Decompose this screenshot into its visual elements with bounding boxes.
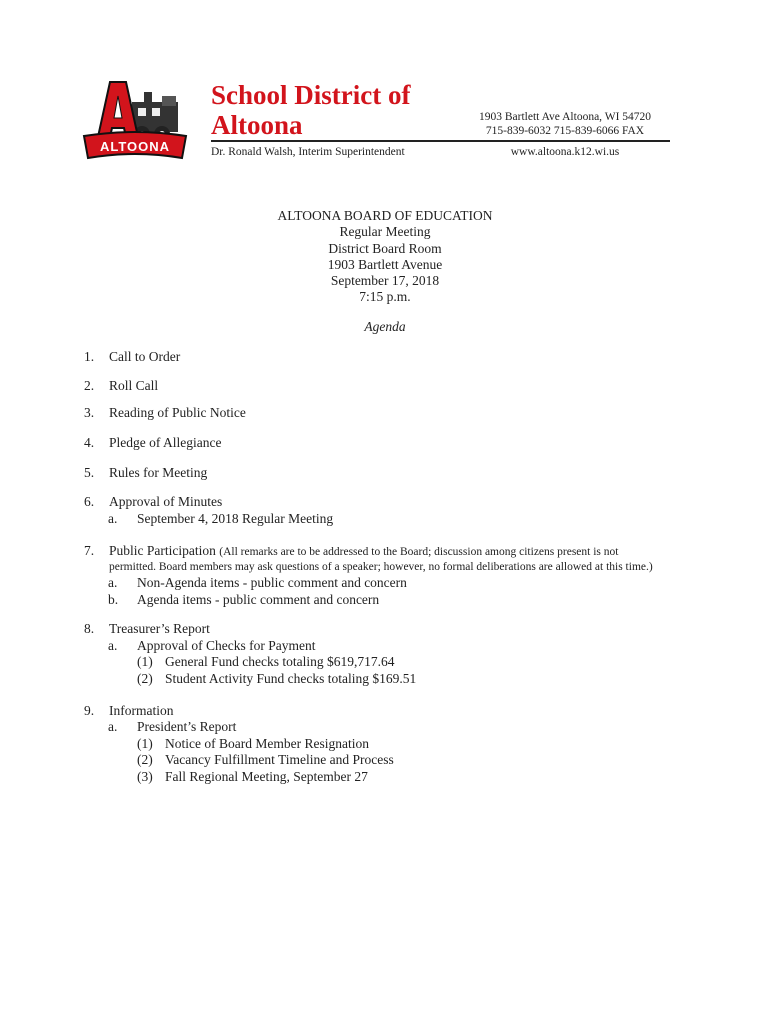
- subsubitem-number: (1): [137, 654, 153, 669]
- subitem-letter: a.: [108, 575, 118, 590]
- item-number: 6.: [84, 494, 95, 509]
- item-note-line1: (All remarks are to be addressed to the Board; discussion among citizens present is not: [219, 546, 619, 558]
- meeting-date: September 17, 2018: [330, 273, 440, 289]
- item-text: Public Participation: [109, 543, 216, 558]
- item-text: Treasurer’s Report: [109, 621, 210, 636]
- subitem-letter: a.: [108, 511, 118, 526]
- item-text: Information: [109, 703, 174, 718]
- item-text: Call to Order: [109, 349, 181, 364]
- subitem-letter: a.: [108, 638, 118, 653]
- agenda-title: Agenda: [364, 319, 406, 334]
- subitem-text: Non-Agenda items - public comment and concern: [137, 575, 407, 590]
- subsubitem-number: (1): [137, 736, 153, 751]
- subsubitem-text: Student Activity Fund checks totaling $169.51: [165, 671, 417, 686]
- item-number: 7.: [84, 543, 95, 558]
- item-number: 2.: [84, 378, 95, 393]
- contact-info: [440, 110, 690, 138]
- item-number: 8.: [84, 621, 95, 636]
- item-number: 1.: [84, 349, 95, 364]
- subsubitem-number: (3): [137, 769, 153, 784]
- phone-line: 715-839-6032 715-839-6066 FAX: [485, 125, 645, 137]
- district-name-line1: School District of: [211, 80, 411, 110]
- header-divider: [211, 140, 670, 142]
- superintendent-name: Dr. Ronald Walsh, Interim Superintendent: [211, 146, 405, 158]
- item-text: Pledge of Allegiance: [109, 435, 222, 450]
- item-text: Roll Call: [109, 378, 159, 393]
- subsubitem-text: Notice of Board Member Resignation: [165, 736, 369, 751]
- meeting-room: District Board Room: [328, 240, 442, 256]
- item-number: 4.: [84, 435, 95, 450]
- subitem-letter: a.: [108, 719, 118, 734]
- subsubitem-text: General Fund checks totaling $619,717.64: [165, 654, 395, 669]
- district-name: [211, 80, 451, 140]
- item-number: 9.: [84, 703, 95, 718]
- meeting-address: 1903 Bartlett Avenue: [327, 256, 443, 272]
- item-number: 5.: [84, 465, 95, 480]
- logo-banner: [84, 132, 186, 158]
- item-number: 3.: [84, 405, 95, 420]
- subitem-text: Agenda items - public comment and concern: [137, 592, 380, 607]
- item-text: Rules for Meeting: [109, 465, 208, 480]
- subitem-text: Approval of Checks for Payment: [137, 638, 316, 653]
- subitem-letter: b.: [108, 592, 119, 607]
- item-text-wrapper: [109, 543, 618, 561]
- subitem-text: President’s Report: [137, 719, 237, 734]
- meeting-time: 7:15 p.m.: [359, 289, 411, 305]
- district-name-line2: Altoona: [211, 110, 303, 140]
- subsubitem-text: Vacancy Fulfillment Timeline and Process: [165, 752, 394, 767]
- item-note-line2: permitted. Board members may ask questions of a speaker; however, no formal deliberations are allowed at this time.): [109, 561, 653, 573]
- subsubitem-text: Fall Regional Meeting, September 27: [165, 769, 368, 784]
- subsubitem-number: (2): [137, 671, 153, 686]
- item-text: Approval of Minutes: [109, 494, 223, 509]
- subsubitem-number: (2): [137, 752, 153, 767]
- logo-banner-text: ALTOONA: [99, 139, 171, 154]
- meeting-info: [185, 208, 585, 306]
- subitem-text: September 4, 2018 Regular Meeting: [137, 511, 334, 526]
- board-name: ALTOONA BOARD OF EDUCATION: [277, 208, 493, 223]
- website-link[interactable]: www.altoona.k12.wi.us: [510, 146, 620, 158]
- address-line: 1903 Bartlett Ave Altoona, WI 54720: [478, 111, 652, 123]
- district-logo: [82, 74, 188, 174]
- item-text: Reading of Public Notice: [109, 405, 246, 420]
- meeting-type: Regular Meeting: [339, 224, 431, 240]
